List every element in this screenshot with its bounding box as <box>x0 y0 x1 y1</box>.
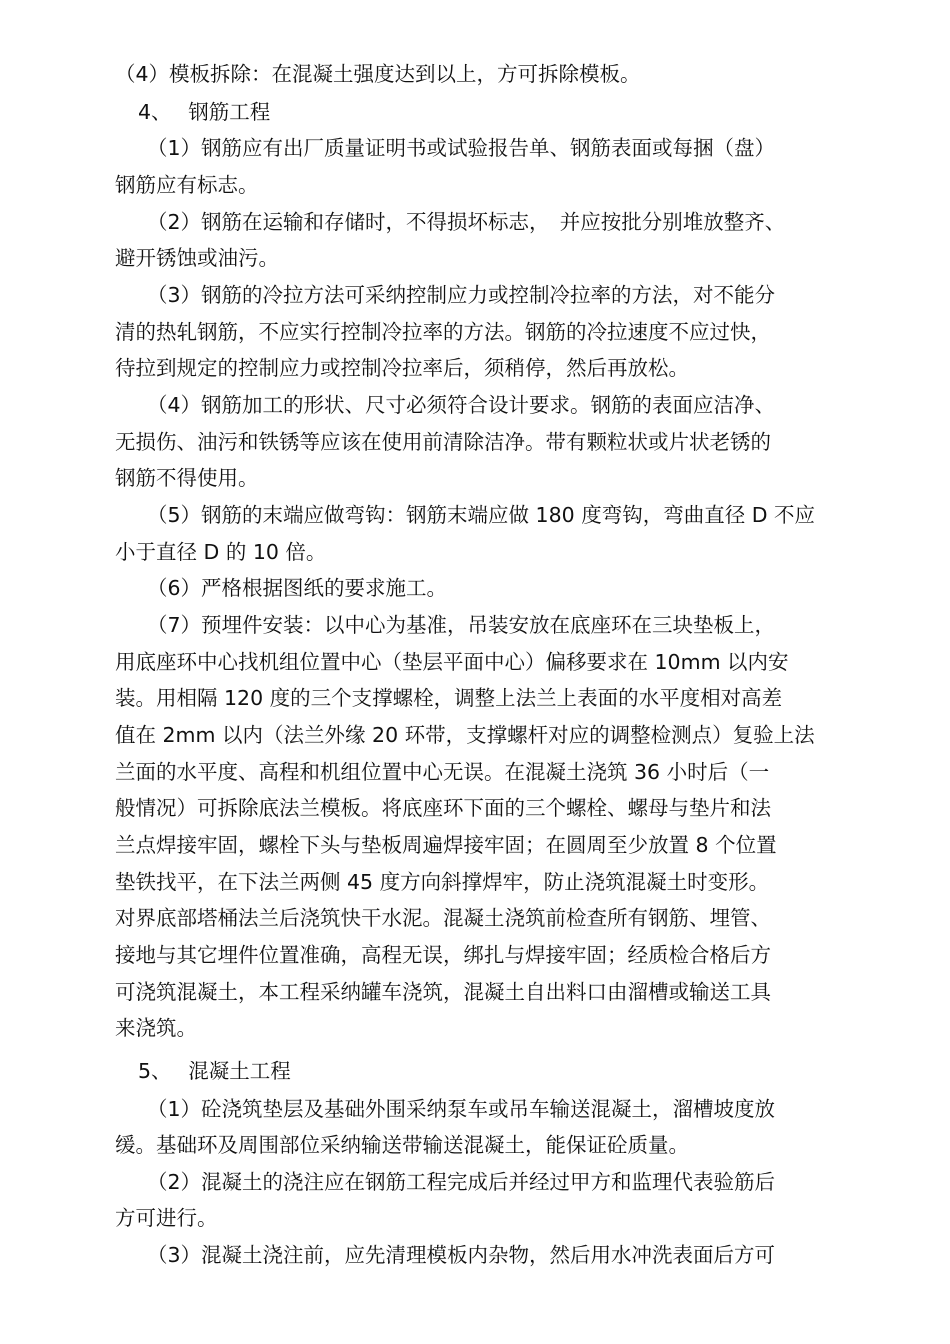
text-line: （3）混凝土浇注前，应先清理模板内杂物，然后用水冲洗表面后方可 <box>147 1243 776 1267</box>
text-line: （6）严格根据图纸的要求施工。 <box>147 576 448 600</box>
text-line: 无损伤、油污和铁锈等应该在使用前清除洁净。带有颗粒状或片状老锈的 <box>115 430 771 454</box>
text-line: 兰面的水平度、高程和机组位置中心无误。在混凝土浇筑 36 小时后（一 <box>115 760 770 784</box>
text-line: 来浇筑。 <box>115 1016 197 1040</box>
text-line: 钢筋应有标志。 <box>115 173 259 197</box>
text-line: 避开锈蚀或油污。 <box>115 246 279 270</box>
text-line: （3）钢筋的冷拉方法可采纳控制应力或控制冷拉率的方法，对不能分 <box>147 283 776 307</box>
text-line: 可浇筑混凝土，本工程采纳罐车浇筑，混凝土自出料口由溜槽或输送工具 <box>115 980 771 1004</box>
text-line: （1）钢筋应有出厂质量证明书或试验报告单、钢筋表面或每捆（盘） <box>147 136 776 160</box>
text-line: （5）钢筋的末端应做弯钩：钢筋末端应做 180 度弯钩，弯曲直径 D 不应 <box>147 503 816 527</box>
text-line: 用底座环中心找机组位置中心（垫层平面中心）偏移要求在 10mm 以内安 <box>115 650 789 674</box>
text-line: （1）砼浇筑垫层及基础外围采纳泵车或吊车输送混凝土，溜槽坡度放 <box>147 1097 776 1121</box>
text-line: （2）混凝土的浇注应在钢筋工程完成后并经过甲方和监理代表验筋后 <box>147 1170 776 1194</box>
section-heading: 5、 混凝土工程 <box>138 1059 291 1083</box>
text-line: 小于直径 D 的 10 倍。 <box>115 540 327 564</box>
text-line: 值在 2mm 以内（法兰外缘 20 环带，支撑螺杆对应的调整检测点）复验上法 <box>115 723 815 747</box>
text-line: （4）钢筋加工的形状、尺寸必须符合设计要求。钢筋的表面应洁净、 <box>147 393 776 417</box>
text-line: （4）模板拆除：在混凝土强度达到以上，方可拆除模板。 <box>115 62 641 86</box>
text-line: 钢筋不得使用。 <box>115 466 259 490</box>
text-line: 方可进行。 <box>115 1206 218 1230</box>
text-line: 清的热轧钢筋，不应实行控制冷拉率的方法。钢筋的冷拉速度不应过快， <box>115 320 771 344</box>
text-line: 对界底部塔桶法兰后浇筑快干水泥。混凝土浇筑前检查所有钢筋、埋管、 <box>115 906 771 930</box>
section-heading: 4、 钢筋工程 <box>138 100 271 124</box>
text-line: 待拉到规定的控制应力或控制冷拉率后，须稍停，然后再放松。 <box>115 356 689 380</box>
text-line: 缓。基础环及周围部位采纳输送带输送混凝土，能保证砼质量。 <box>115 1133 689 1157</box>
text-line: 接地与其它埋件位置准确，高程无误，绑扎与焊接牢固；经质检合格后方 <box>115 943 771 967</box>
text-line: 兰点焊接牢固，螺栓下头与垫板周遍焊接牢固；在圆周至少放置 8 个位置 <box>115 833 777 857</box>
text-line: （2）钢筋在运输和存储时，不得损坏标志， 并应按批分别堆放整齐、 <box>147 210 786 234</box>
text-line: 垫铁找平，在下法兰两侧 45 度方向斜撑焊牢，防止浇筑混凝土时变形。 <box>115 870 770 894</box>
text-line: （7）预埋件安装：以中心为基准，吊装安放在底座环在三块垫板上， <box>147 613 776 637</box>
text-line: 装。用相隔 120 度的三个支撑螺栓，调整上法兰上表面的水平度相对高差 <box>115 686 783 710</box>
text-line: 般情况）可拆除底法兰模板。将底座环下面的三个螺栓、螺母与垫片和法 <box>115 796 771 820</box>
